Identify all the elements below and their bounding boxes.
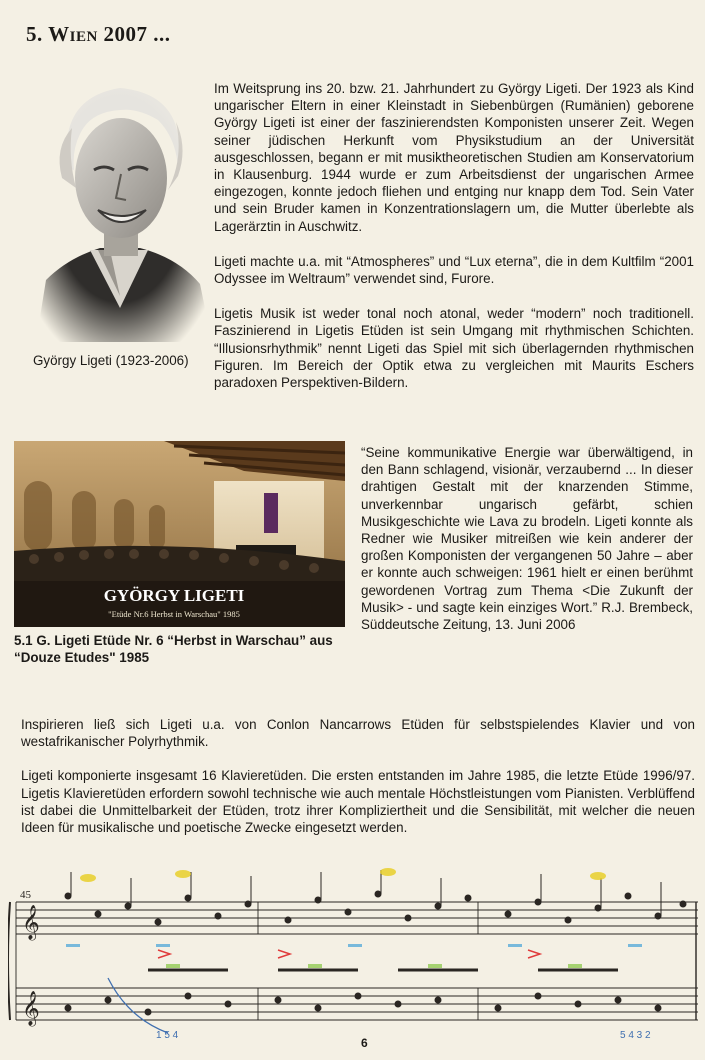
ligeti-portrait-photo — [28, 58, 212, 342]
intro-paragraph-2: Ligeti machte u.a. mit “Atmospheres” und “Lux eterna”, die in dem Kultfilm “2001 Odyssee im Weltraum” verwendet sind, Furore. — [214, 253, 694, 287]
body-text — [21, 716, 695, 836]
etude-score-excerpt — [8, 858, 700, 1043]
measure-number: 45 — [20, 889, 31, 901]
portrait-caption: György Ligeti (1923-2006) — [33, 353, 189, 368]
concert-photo-caption: 5.1 G. Ligeti Etüde Nr. 6 “Herbst in Warschau” aus “Douze Etudes" 1985 — [14, 633, 333, 665]
fingering-left: 1 5 4 — [156, 1030, 179, 1041]
page-number: 6 — [361, 1036, 368, 1050]
section-title: 5. Wien 2007 ... — [26, 22, 171, 46]
concert-hall-photo — [14, 441, 345, 627]
concert-photo-subtitle: "Etüde Nr.6 Herbst in Warschau" 1985 — [108, 609, 240, 619]
concert-photo-title: GYÖRGY LIGETI — [103, 586, 245, 605]
body-paragraph-2: Ligeti komponierte insgesamt 16 Klavieretüden. Die ersten entstanden im Jahre 1985, die letzte Etüde 1996/97. Ligetis Klavieretüden erfordern sowohl technische wie auch mentale Höchstleistungen vom Pianisten. Verblüffend ist dabei die Unmittelbarkeit der Etüden, trotz ihrer Kompliziertheit und die Sensibilität, mit welcher die neuen Ideen für musikalische und poetische Zwecke eingesetzt werden. — [21, 768, 695, 836]
intro-paragraph-1: Im Weitsprung ins 20. bzw. 21. Jahrhundert zu György Ligeti. Der 1923 als Kind ungarischer Eltern in einer Kleinstadt in Siebenbürgen (Rumänien) geborene György Ligeti ist einer der faszinierendsten Komponisten unserer Zeit. Wegen seiner jüdischen Herkunft vom Physikstudium an der Universität ausgeschlossen, begann er mit musiktheoretischen Studien am Konservatorium in Klausenburg. 1944 wurde er zum Arbeitsdienst der ungarischen Armee eingezogen, konnte jedoch fliehen und entging nur knapp dem Tod. Sein Vater und sein Bruder kamen in Konzentrationslagern um, die Mutter überlebte als Lagerärztin in Auschwitz. — [214, 81, 694, 234]
body-paragraph-1: Inspirieren ließ sich Ligeti u.a. von Conlon Nancarrows Etüden für selbstspielendes Klavier und von westafrikanischer Polyrhythmik. — [21, 717, 695, 750]
intro-paragraph-3: Ligetis Musik ist weder tonal noch atonal, weder “modern” noch traditionell. Faszinierend in Ligetis Etüden ist sein Umgang mit rhythmischen Schichten. “Illusionsrhythmik” nennt Ligeti das Spiel mit sich überlagernden rhythmischen Figuren. Im Bereich der Optik etwa zu vergleichen mit Maurits Eschers paradoxen Perspektiven-Bildern. — [214, 306, 694, 391]
svg-text:𝄞: 𝄞 — [22, 905, 40, 940]
brembeck-quote: “Seine kommunikative Energie war überwältigend, in den Bann schlagend, visionär, verzaubernd ... In dieser drahtigen Gestalt mit der knarzenden Stimme, unverkennbar ungarisch gefärbt, schien Musikgeschichte wie Lava zu brodeln. Ligeti konnte als Redner wie Musiker mitreißen wie kein anderer der großen Komponisten der vergangenen 50 Jahre – aber er konnte auch schweigen: 1961 hielt er einen berühmt gewordenen Vortrag zum Thema <Die Zukunft der Musik> - und sagte kein einziges Wort.” R.J. Brembeck, Süddeutsche Zeitung, 13. Juni 2006 — [361, 445, 693, 633]
intro-text — [214, 80, 694, 391]
fingering-right: 5 4 3 2 — [620, 1030, 651, 1041]
svg-text:𝄞: 𝄞 — [22, 991, 40, 1026]
